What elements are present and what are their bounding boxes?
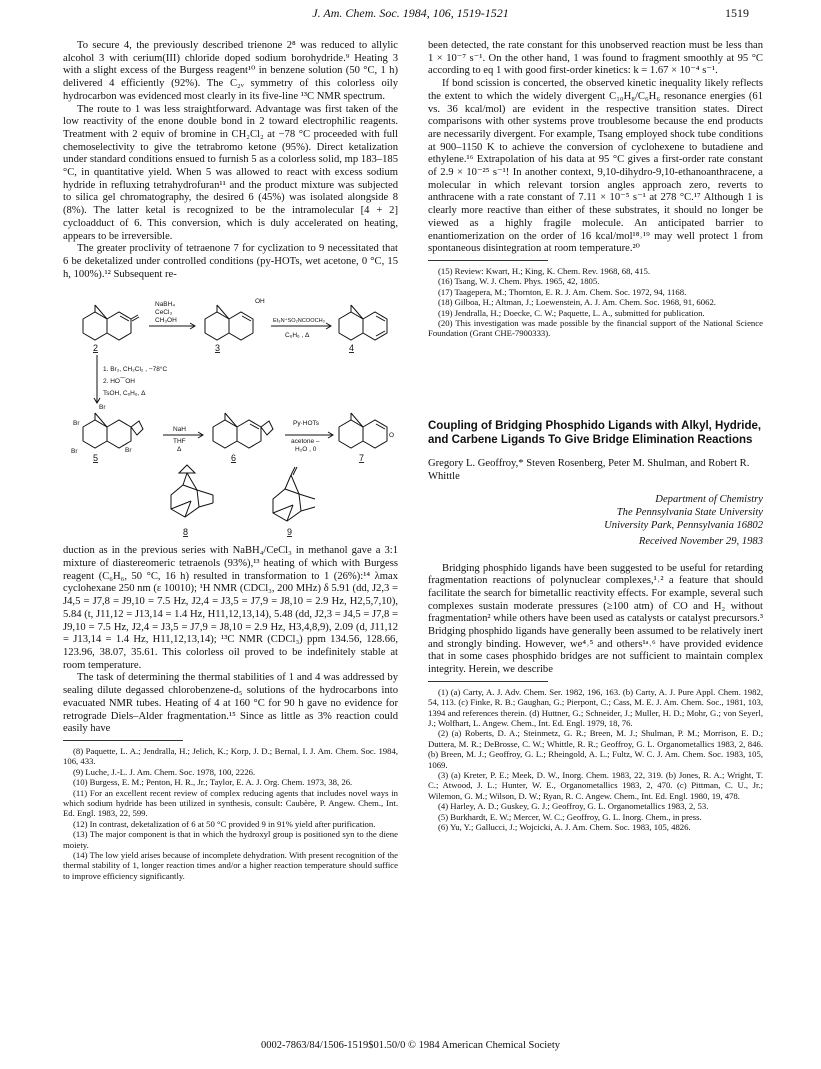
structure-4 — [339, 305, 387, 340]
reagent-text: 2. HO⁀OH — [103, 378, 135, 386]
paragraph: The greater proclivity of tetraenone 7 for cyclization to 9 necessitated that 6 be deketalized under controlled conditions (py-HOTs, wet acetone, 0 °C, 15 h, 100%).¹² Subsequent re- — [63, 243, 398, 280]
reagent-text: THF — [173, 438, 186, 446]
compound-label: 2 — [93, 343, 99, 354]
reagent-text: Et₃N⁺SO₂NCOOCH₃ — [273, 318, 325, 325]
footnote: (3) (a) Kreter, P. E.; Meek, D. W., Inorg. Chem. 1983, 22, 319. (b) Jones, R. A.; Wright, T. C.; Atwood, J. L.; Hunter, W. E., Organometallics 1983, 2, 470. (c) Pittman, C. U., Jr.; Wilemon, G. M.; Wilson, D. W.; Ryan, R. C. Angew. Chem., Int. Ed. Engl. 1980, 19, 478. — [428, 770, 763, 801]
reagent-text: Py·HOTs — [293, 420, 319, 428]
running-header — [0, 6, 821, 22]
footnote: (14) The low yield arises because of incomplete dehydration. With present recognition of the thermal stability of 1, longer reaction times and/or a higher reaction temperature should suffice to improve efficiency significantly. — [63, 849, 398, 881]
affiliation-line: Department of Chemistry — [655, 493, 763, 505]
compound-label: 6 — [231, 453, 237, 464]
affiliation-line: University Park, Pennsylvania 16802 — [604, 519, 763, 531]
footnote: (9) Luche, J.-L. J. Am. Chem. Soc. 1978, 100, 2226. — [73, 766, 256, 777]
footnotes — [63, 746, 398, 881]
structure-6 — [213, 413, 273, 448]
footnote: (12) In contrast, deketalization of 6 at 50 °C provided 9 in 91% yield after purification. — [73, 818, 376, 829]
footnote: (11) For an excellent recent review of complex reducing agents that includes novel ways in which sodium hydride has been utilized in synthesis, consult: Caubère, P. Angew. Chem., Int. Ed. Engl. 1983, 22, 599. — [63, 787, 398, 819]
right-column — [428, 40, 763, 833]
oh-label: OH — [255, 298, 265, 306]
structure-3 — [205, 305, 253, 340]
compound-label: 9 — [287, 527, 293, 538]
paragraph: The task of determining the thermal stabilities of 1 and 4 was addressed by sealing dilute degassed chlorobenzene-d₅ solutions of the hydrocarbons into evacuated NMR tubes. Heating of 4 at 160 °C for 90 h gave no evidence for retrograde Diels–Alder fragmentation.¹⁵ Since as little as 3% reaction could easily have — [63, 672, 398, 735]
paragraph: duction as in the previous series with NaBH₄/CeCl₃ in methanol gave a 3:1 mixture of diastereomeric tetraenols (93%),¹³ heating of which with Burgess reagent (C₆H₆, 50 °C, 16 h) resulted in transformation to 1 (26%):¹⁴ λmax cyclohexane 250 nm (ε 10010); ¹H NMR (CDCl₃, 200 MHz) δ 5.91 (dd, J2,3 = J4,5 = J7,8 = J9,10 = 7.5 Hz, J2,4 = J3,5 = J7,9 = J8,10 = 2.9 Hz, H2,5,7,10), 5.84 (t, J11,12 = J13,14 = 1.4 Hz, H11,12,13,14), 5.48 (dd, J2,3 = J4,5 = J7,8 = J9,10 = 7.5 Hz, J2,4 = J3,5 = J7,9 = J8,10 = 2.9 Hz, H3,4,8,9), 2.09 (d, J11,12 = J13,14 = 1.4 Hz, H11,12,13,14); ¹³C NMR (CDCl₃) ppm 134.56, 128.66, 123.96, 38.07, 35.61. This colorless oil proved to be indefinitely stable at room temperature. — [63, 545, 398, 671]
footnote: (5) Burkhardt, E. W.; Mercer, W. C.; Geoffroy, G. L. Inorg. Chem., in press. — [438, 811, 702, 822]
footnote: (17) Taagepera, M.; Thornton, E. R. J. Am. Chem. Soc. 1972, 94, 1168. — [438, 286, 687, 297]
footnote-divider — [428, 260, 548, 261]
reagent-text: 1. Br₂, CH₂Cl₂ , −78°C — [103, 366, 168, 374]
reaction-scheme — [63, 285, 398, 541]
compound-label: 7 — [359, 453, 365, 464]
page-footer: 0002-7863/84/1506-1519$01.50/0 © 1984 American Chemical Society — [260, 1040, 561, 1051]
structure-9 — [273, 467, 315, 521]
reagent-text: acetone – — [291, 438, 320, 446]
footnote: (10) Burgess, E. M.; Penton, H. R., Jr.; Taylor, E. A. J. Org. Chem. 1973, 38, 26. — [73, 777, 353, 788]
footnote: (16) Tsang, W. J. Chem. Phys. 1965, 42, 1805. — [438, 276, 600, 287]
author-list: Gregory L. Geoffroy,* Steven Rosenberg, Peter M. Shulman, and Robert R. Whittle — [428, 457, 750, 482]
bromine-label: Br — [71, 448, 78, 456]
footnote: (1) (a) Carty, A. J. Adv. Chem. Ser. 1982, 196, 163. (b) Carty, A. J. Pure Appl. Chem. 1982, 54, 113. (c) Finke, R. B.; Gaughan, G.; Pierpont, C.; Cass, M. E. J. Am. Chem. Soc., 1981, 103, 1394 and references therein. (d) Huttner, G.; Schneider, J.; Muller, H. D.; Mohr, G.; von Seyerl, J.; Wolfhart, L. Angew. Chem., Int. Ed. Engl. 1979, 18, 76. — [428, 686, 763, 729]
compound-label: 3 — [215, 343, 221, 354]
left-column — [63, 40, 398, 881]
footnote: (4) Harley, A. D.; Guskey, G. J.; Geoffroy, G. L. Organometallics 1983, 2, 53. — [438, 801, 709, 812]
footnote: (6) Yu, Y.; Gallucci, J.; Wojcicki, A. J. Am. Chem. Soc. 1983, 105, 4826. — [438, 822, 691, 833]
paragraph: If bond scission is concerted, the observed kinetic inequality likely reflects the extent to which the widely divergent C₁₀H₈/C₆H₆ resonance energies (61 vs. 36 kcal/mol) are evident in the respective transition states. Direct comparisons with other systems prove troublesome because the end products are necessarily divergent. For example, Tsang employed shock tube conditions at 900–1150 K to achieve the conversion of cyclohexene to butadiene and ethylene.¹⁶ Extrapolation of his data at 95 °C gives a first-order rate constant of 2.9 × 10⁻²⁵ s⁻¹! In another context, 9,10-dihydro-9,10-ethanoanthracene, a molecular in which relevant torsion angles approach zero, reverts to anthracene with a rate constant of 7.11 × 10⁻⁵ s⁻¹ at 278 °C.¹⁷ Although 1 is clearly more reactive than either of these substrates, it should no longer be viewed as a highly fragile molecule. An anticipated barrier to enantiomerization on the order of 16 kcal/mol¹⁸˒¹⁹ may well protect 1 from spontaneous disintegration at room temperature.²⁰ — [428, 78, 763, 255]
footnote: (2) (a) Roberts, D. A.; Steinmetz, G. R.; Breen, M. J.; Shulman, P. M.; Morrison, E. D.; Duttera, M. R.; DeBrosse, C. W.; Whittle, R. R.; Geoffroy, G. L. Organometallics 1983, 2, 846. (b) Breen, M. J.; Geoffroy, G. L.; Rheingold, A. L.; Fultz, W. C. J. Am. Chem. Soc. 1983, 105, 1069. — [428, 728, 763, 770]
structure-5 — [83, 413, 143, 448]
reagent-text: TsOH, C₆H₆, Δ — [103, 390, 146, 398]
footnote: (8) Paquette, L. A.; Jendralla, H.; Jelich, K.; Korp, J. D.; Bernal, I. J. Am. Chem. Soc. 1984, 106, 433. — [63, 745, 398, 767]
paragraph: The route to 1 was less straightforward. Advantage was first taken of the low reactivity of the enone double bond in 2 toward electrophilic reagents. Treatment with 2 equiv of bromine in CH₂Cl₂ at −78 °C proceeded with full chemoselectivity to give the tetrabromo ketone (95%). Direct ketalization under standard conditions ensued to furnish 5 as a colorless solid, mp 183–185 °C, in quantitative yield. When 5 was allowed to react with excess sodium hydride in refluxing tetrahydrofuran¹¹ and the product mixture was subjected to silica gel chromatography, the desired 6 (45%) was isolated alongside 8 (8%). The latter ketal is recognized to be the intramolecular [4 + 2] cycloadduct of 6. This conversion, which is duly accelerated on heating, appears to be irreversible. — [63, 103, 398, 242]
journal-citation: J. Am. Chem. Soc. 1984, 106, 1519-1521 — [312, 6, 509, 20]
article-title: Coupling of Bridging Phosphido Ligands with Alkyl, Hydride, and Carbene Ligands To Give Bridge Elimination Reactions — [428, 419, 762, 446]
ketone-label: O — [389, 432, 395, 440]
paragraph: To secure 4, the previously described trienone 2⁸ was reduced to allylic alcohol 3 with cerium(III) chloride doped sodium borohydride.⁹ Heating 3 with a slight excess of the Burgess reagent¹⁰ in benzene solution (50 °C, 1 h) delivered 4 efficiently (92%). The C₂ᵥ symmetry of this colorless oily hydrocarbon was evidenced most clearly in its five-line ¹³C NMR spectrum. — [63, 40, 398, 102]
structure-2 — [83, 305, 139, 340]
footnote: (20) This investigation was made possible by the financial support of the National Science Foundation (Grant CHE-7900333). — [428, 317, 763, 339]
footnote-divider — [63, 740, 183, 741]
reagent-text: H₂O , 0 — [295, 446, 317, 454]
reagent-text: CeCl₃ — [155, 309, 173, 317]
bromine-label: Br — [73, 420, 80, 428]
footnotes — [428, 687, 763, 833]
footnote: (19) Jendralla, H.; Doecke, C. W.; Paquette, L. A., submitted for publication. — [438, 307, 705, 318]
paragraph: been detected, the rate constant for this unobserved reaction must be less than 1 × 10⁻⁷ s⁻¹. On the other hand, 1 was found to fragment smoothly at 95 °C according to eq 1 with good first-order kinetics: k = 1.67 × 10⁻⁴ s⁻¹. — [428, 40, 763, 77]
reagent-text: NaH — [173, 426, 187, 434]
footnote: (15) Review: Kwart, H.; King, K. Chem. Rev. 1968, 68, 415. — [438, 265, 651, 276]
page-number: 1519 — [725, 6, 749, 20]
footnote-divider — [428, 681, 548, 682]
bromine-label: Br — [125, 447, 132, 455]
compound-label: 4 — [349, 343, 355, 354]
footnote: (18) Gilboa, H.; Altman, J.; Loewenstein, A. J. Am. Chem. Soc. 1968, 91, 6062. — [438, 297, 716, 308]
reagent-text: CH₃OH — [155, 317, 177, 325]
structure-8 — [171, 465, 213, 517]
reagent-text: NaBH₄ — [155, 301, 175, 309]
affiliation-line: The Pennsylvania State University — [616, 506, 763, 518]
paragraph: Bridging phosphido ligands have been suggested to be useful for retarding fragmentation reactions of polynuclear complexes,¹˒² a feature that should facilitate the search for bimetallic reactivity effects. For example, several such complexes sustain moderate pressures (≥100 atm) of CO and H₂ without fragmentation² while others have been used as catalysts or catalyst precursors.³ Bridging phosphido ligands have generally been assumed to be relatively inert and strongly binding. However, we⁴˒⁵ and others¹ᵃ˒⁶ have provided evidence that in some cases phosphido bridges are not sufficient to maintain complex integrity. Herein, we describe — [428, 562, 763, 676]
bromine-label: Br — [99, 404, 106, 412]
compound-label: 8 — [183, 527, 189, 538]
affiliation — [428, 493, 763, 532]
reagent-text: C₆H₆ , Δ — [285, 332, 310, 340]
footnotes — [428, 266, 763, 339]
reagent-text: Δ — [177, 446, 182, 454]
compound-label: 5 — [93, 453, 99, 464]
received-date: Received November 29, 1983 — [638, 535, 763, 547]
structure-7 — [339, 413, 387, 448]
footnote: (13) The major component is that in which the hydroxyl group is positioned syn to the diene moiety. — [63, 829, 398, 850]
